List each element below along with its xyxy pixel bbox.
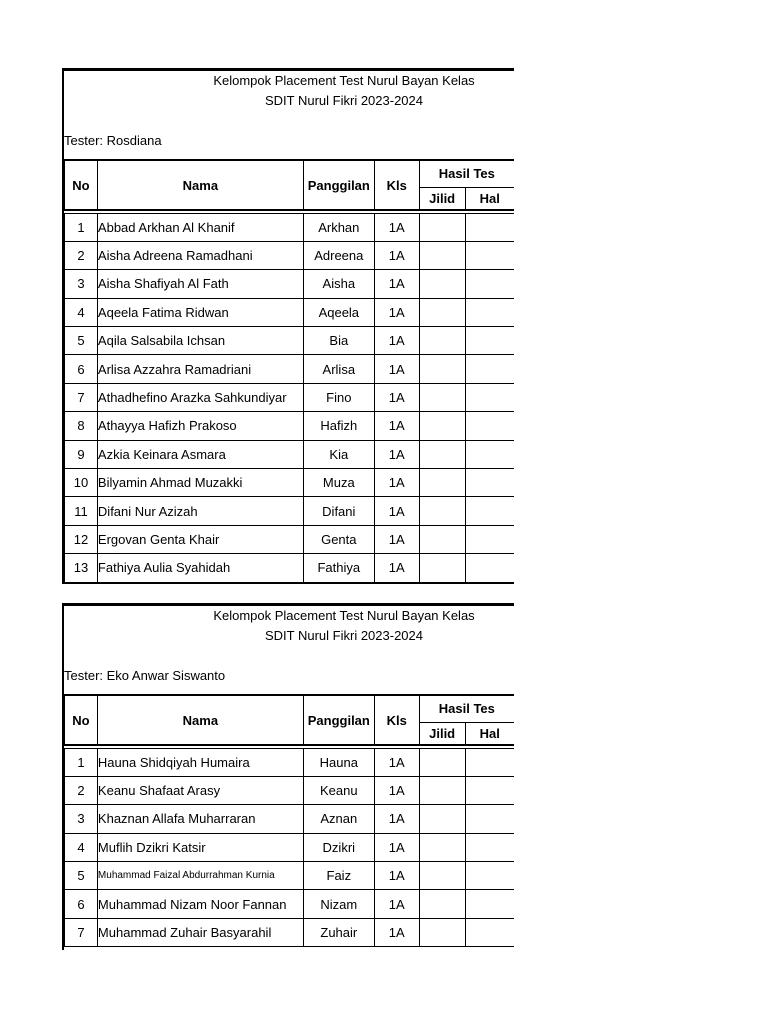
row-number-cell: 6	[65, 355, 98, 383]
hal-cell[interactable]	[465, 469, 514, 497]
student-name-cell: Aisha Shafiyah Al Fath	[97, 270, 303, 298]
student-name-cell: Muflih Dzikri Katsir	[97, 833, 303, 861]
jilid-cell[interactable]	[419, 270, 465, 298]
student-name-cell: Khaznan Allafa Muharraran	[97, 805, 303, 833]
hal-cell[interactable]	[465, 241, 514, 269]
jilid-cell[interactable]	[419, 805, 465, 833]
nickname-cell: Aqeela	[303, 298, 374, 326]
row-number-cell: 2	[65, 241, 98, 269]
nickname-cell: Fino	[303, 383, 374, 411]
class-cell: 1A	[374, 440, 419, 468]
jilid-cell[interactable]	[419, 213, 465, 241]
nickname-cell: Faiz	[303, 862, 374, 890]
row-number-cell: 3	[65, 805, 98, 833]
class-cell: 1A	[374, 748, 419, 776]
student-name-cell: Aisha Adreena Ramadhani	[97, 241, 303, 269]
table-row	[65, 383, 515, 411]
table-row	[65, 270, 515, 298]
class-cell: 1A	[374, 469, 419, 497]
student-name-cell: Muhammad Faizal Abdurrahman Kurnia	[97, 862, 303, 890]
table-row	[65, 918, 515, 946]
jilid-cell[interactable]	[419, 327, 465, 355]
table-row	[65, 298, 515, 326]
nickname-cell: Adreena	[303, 241, 374, 269]
jilid-cell[interactable]	[419, 918, 465, 946]
student-name-cell: Hauna Shidqiyah Humaira	[97, 748, 303, 776]
class-cell: 1A	[374, 805, 419, 833]
nickname-cell: Aznan	[303, 805, 374, 833]
group-header	[64, 71, 514, 131]
table-row	[65, 440, 515, 468]
row-number-cell: 5	[65, 862, 98, 890]
class-cell: 1A	[374, 554, 419, 582]
jilid-cell[interactable]	[419, 241, 465, 269]
col-header-no: No	[65, 695, 98, 745]
class-cell: 1A	[374, 862, 419, 890]
table-row	[65, 805, 515, 833]
class-cell: 1A	[374, 497, 419, 525]
table-row	[65, 469, 515, 497]
group-section-1	[62, 68, 514, 584]
table-row	[65, 890, 515, 918]
jilid-cell[interactable]	[419, 833, 465, 861]
table-row	[65, 862, 515, 890]
group-title-line1: Kelompok Placement Test Nurul Bayan Kelas	[213, 73, 475, 88]
col-header-nama: Nama	[97, 695, 303, 745]
table-row	[65, 355, 515, 383]
row-number-cell: 2	[65, 776, 98, 804]
tester-label: Tester: Eko Anwar Siswanto	[64, 668, 226, 683]
group-header	[64, 606, 514, 666]
table-row	[65, 748, 515, 776]
row-number-cell: 5	[65, 327, 98, 355]
student-name-cell: Athayya Hafizh Prakoso	[97, 412, 303, 440]
hal-cell[interactable]	[465, 918, 514, 946]
hal-cell[interactable]	[465, 890, 514, 918]
col-header-kls: Kls	[374, 160, 419, 210]
group-title-line1: Kelompok Placement Test Nurul Bayan Kelas	[213, 608, 475, 623]
student-name-cell: Bilyamin Ahmad Muzakki	[97, 469, 303, 497]
class-cell: 1A	[374, 298, 419, 326]
class-cell: 1A	[374, 412, 419, 440]
nickname-cell: Keanu	[303, 776, 374, 804]
class-cell: 1A	[374, 383, 419, 411]
jilid-cell[interactable]	[419, 412, 465, 440]
hal-cell[interactable]	[465, 213, 514, 241]
table-row	[65, 497, 515, 525]
row-number-cell: 6	[65, 890, 98, 918]
group-title-line2: SDIT Nurul Fikri 2023-2024	[265, 628, 423, 643]
jilid-cell[interactable]	[419, 383, 465, 411]
student-name-cell: Keanu Shafaat Arasy	[97, 776, 303, 804]
hal-cell[interactable]	[465, 298, 514, 326]
jilid-cell[interactable]	[419, 469, 465, 497]
class-cell: 1A	[374, 213, 419, 241]
nickname-cell: Hauna	[303, 748, 374, 776]
jilid-cell[interactable]	[419, 862, 465, 890]
table-row	[65, 776, 515, 804]
row-number-cell: 3	[65, 270, 98, 298]
jilid-cell[interactable]	[419, 525, 465, 553]
jilid-cell[interactable]	[419, 497, 465, 525]
row-number-cell: 4	[65, 298, 98, 326]
jilid-cell[interactable]	[419, 554, 465, 582]
table-row	[65, 412, 515, 440]
row-number-cell: 9	[65, 440, 98, 468]
table-row	[65, 554, 515, 582]
student-name-cell: Aqeela Fatima Ridwan	[97, 298, 303, 326]
table-row	[65, 525, 515, 553]
table-row	[65, 241, 515, 269]
row-number-cell: 1	[65, 213, 98, 241]
jilid-cell[interactable]	[419, 298, 465, 326]
nickname-cell: Zuhair	[303, 918, 374, 946]
row-number-cell: 12	[65, 525, 98, 553]
student-name-cell: Abbad Arkhan Al Khanif	[97, 213, 303, 241]
row-number-cell: 1	[65, 748, 98, 776]
table-row	[65, 833, 515, 861]
student-name-cell: Muhammad Zuhair Basyarahil	[97, 918, 303, 946]
col-header-no: No	[65, 160, 98, 210]
student-name-cell: Azkia Keinara Asmara	[97, 440, 303, 468]
tester-label: Tester: Rosdiana	[64, 133, 162, 148]
col-header-panggilan: Panggilan	[303, 695, 374, 745]
row-number-cell: 8	[65, 412, 98, 440]
class-cell: 1A	[374, 241, 419, 269]
hal-cell[interactable]	[465, 327, 514, 355]
student-name-cell: Athadhefino Arazka Sahkundiyar	[97, 383, 303, 411]
student-name-cell: Fathiya Aulia Syahidah	[97, 554, 303, 582]
col-header-kls: Kls	[374, 695, 419, 745]
jilid-cell[interactable]	[419, 890, 465, 918]
hal-cell[interactable]	[465, 554, 514, 582]
class-cell: 1A	[374, 918, 419, 946]
hal-cell[interactable]	[465, 440, 514, 468]
class-cell: 1A	[374, 833, 419, 861]
nickname-cell: Bia	[303, 327, 374, 355]
table-body	[65, 210, 515, 582]
hal-cell[interactable]	[465, 748, 514, 776]
hal-cell[interactable]	[465, 862, 514, 890]
class-cell: 1A	[374, 890, 419, 918]
student-name-cell: Muhammad Nizam Noor Fannan	[97, 890, 303, 918]
hal-cell[interactable]	[465, 776, 514, 804]
jilid-cell[interactable]	[419, 440, 465, 468]
table-body	[65, 745, 515, 947]
nickname-cell: Difani	[303, 497, 374, 525]
nickname-cell: Dzikri	[303, 833, 374, 861]
class-cell: 1A	[374, 355, 419, 383]
col-header-nama: Nama	[97, 160, 303, 210]
nickname-cell: Hafizh	[303, 412, 374, 440]
nickname-cell: Muza	[303, 469, 374, 497]
row-number-cell: 7	[65, 918, 98, 946]
hal-cell[interactable]	[465, 833, 514, 861]
col-header-panggilan: Panggilan	[303, 160, 374, 210]
col-header-jilid: Jilid	[419, 187, 465, 210]
row-number-cell: 11	[65, 497, 98, 525]
nickname-cell: Genta	[303, 525, 374, 553]
hal-cell[interactable]	[465, 355, 514, 383]
student-table	[64, 159, 514, 583]
group-title-line2: SDIT Nurul Fikri 2023-2024	[265, 93, 423, 108]
row-number-cell: 7	[65, 383, 98, 411]
table-row	[65, 327, 515, 355]
nickname-cell: Fathiya	[303, 554, 374, 582]
class-cell: 1A	[374, 776, 419, 804]
group-section-2	[62, 603, 514, 950]
row-number-cell: 13	[65, 554, 98, 582]
hal-cell[interactable]	[465, 525, 514, 553]
col-header-hal: Hal	[465, 722, 514, 745]
hal-cell[interactable]	[465, 497, 514, 525]
col-header-jilid: Jilid	[419, 722, 465, 745]
col-header-hasil-tes: Hasil Tes	[419, 160, 514, 187]
nickname-cell: Arkhan	[303, 213, 374, 241]
class-cell: 1A	[374, 327, 419, 355]
student-name-cell: Ergovan Genta Khair	[97, 525, 303, 553]
table-row	[65, 213, 515, 241]
nickname-cell: Nizam	[303, 890, 374, 918]
hal-cell[interactable]	[465, 383, 514, 411]
jilid-cell[interactable]	[419, 748, 465, 776]
nickname-cell: Kia	[303, 440, 374, 468]
hal-cell[interactable]	[465, 412, 514, 440]
row-number-cell: 4	[65, 833, 98, 861]
jilid-cell[interactable]	[419, 776, 465, 804]
class-cell: 1A	[374, 525, 419, 553]
class-cell: 1A	[374, 270, 419, 298]
col-header-hasil-tes: Hasil Tes	[419, 695, 514, 722]
jilid-cell[interactable]	[419, 355, 465, 383]
col-header-hal: Hal	[465, 187, 514, 210]
nickname-cell: Aisha	[303, 270, 374, 298]
hal-cell[interactable]	[465, 805, 514, 833]
student-name-cell: Aqila Salsabila Ichsan	[97, 327, 303, 355]
nickname-cell: Arlisa	[303, 355, 374, 383]
hal-cell[interactable]	[465, 270, 514, 298]
student-table	[64, 694, 514, 947]
student-name-cell: Arlisa Azzahra Ramadriani	[97, 355, 303, 383]
row-number-cell: 10	[65, 469, 98, 497]
student-name-cell: Difani Nur Azizah	[97, 497, 303, 525]
